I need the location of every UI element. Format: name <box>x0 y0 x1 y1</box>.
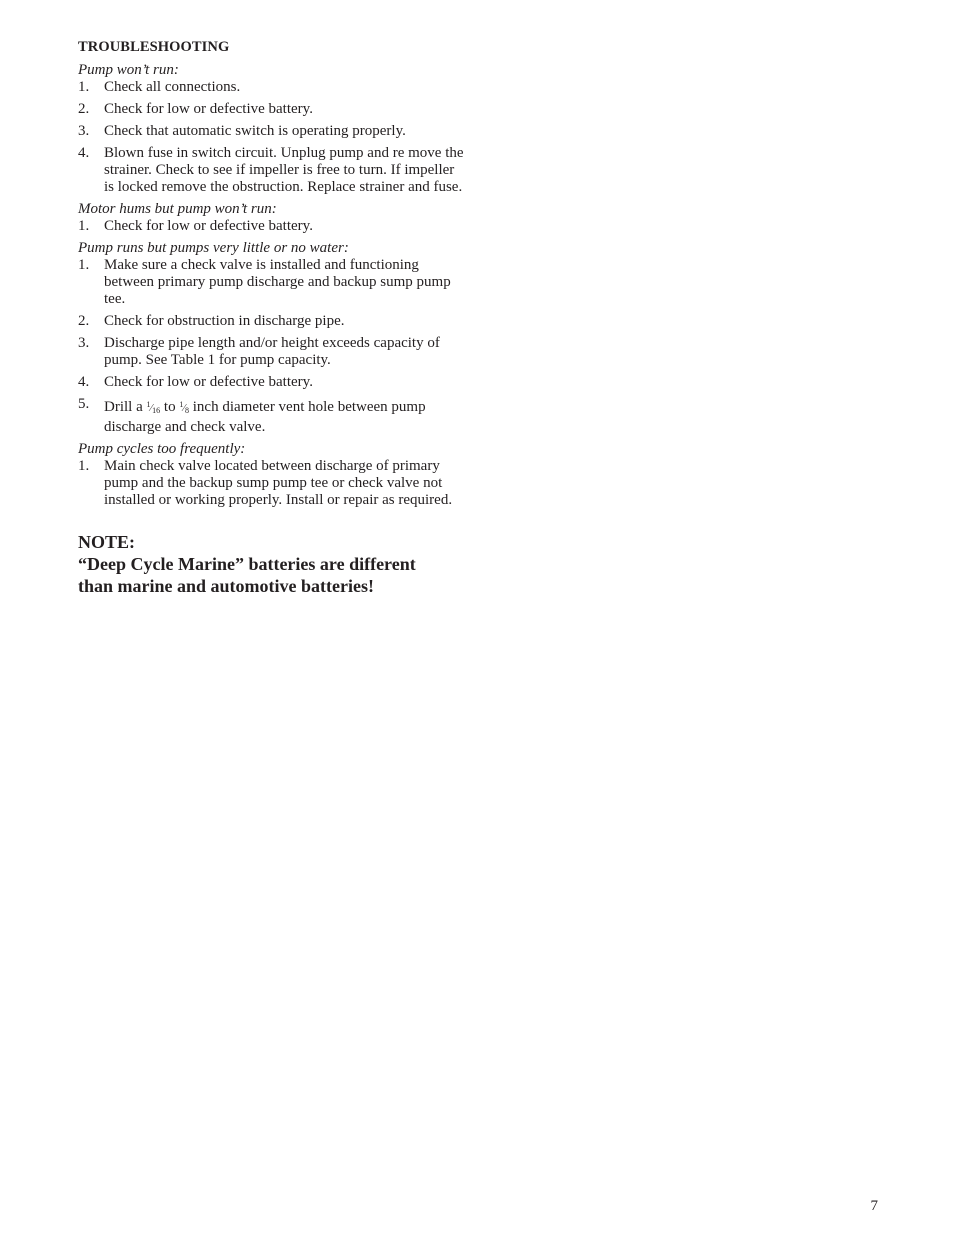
battery-note <box>78 531 468 597</box>
note-line-1: “Deep Cycle Marine” batteries are different <box>78 554 416 574</box>
list-item: 1. Check all connections. <box>78 79 241 95</box>
list-item: 2. Check for obstruction in discharge pipe. <box>78 313 345 329</box>
list-item: 3. Check that automatic switch is operating properly. <box>78 123 406 139</box>
list-item: 4. Check for low or defective battery. <box>78 374 313 390</box>
list-item: 1. Main check valve located between discharge of primary pump and the backup sump pump tee or check valve not installed or working properly. Install or repair as required. <box>78 458 453 508</box>
page-number: 7 <box>870 1198 878 1214</box>
list-item: 3. Discharge pipe length and/or height exceeds capacity of pump. See Table 1 for pump capacity. <box>78 335 440 368</box>
steps-motor-hums <box>78 218 468 235</box>
fraction-one-sixteenth: $^1⁄_{16}$ <box>146 400 161 415</box>
steps-cycles-frequently <box>78 458 468 509</box>
steps-pumps-little-water <box>78 257 468 436</box>
subhead-cycles-frequently: Pump cycles too frequently: <box>78 441 246 457</box>
section-title: TROUBLESHOOTING <box>78 39 230 55</box>
subhead-pumps-little-water: Pump runs but pumps very little or no water: <box>78 240 349 256</box>
subhead-motor-hums: Motor hums but pump won’t run: <box>78 201 277 217</box>
list-item: 4. Blown fuse in switch circuit. Unplug pump and re move the strainer. Check to see if impeller is free to turn. If impeller is locked remove the obstruction. Replace strainer and fuse. <box>78 145 464 195</box>
steps-pump-wont-run <box>78 79 468 196</box>
fraction-one-eighth: $^1⁄_8$ <box>179 400 190 415</box>
subhead-pump-wont-run: Pump won’t run: <box>78 62 179 78</box>
list-item: 1. Check for low or defective battery. <box>78 218 313 234</box>
list-item: 1. Make sure a check valve is installed and functioning between primary pump discharge and backup sump pump tee. <box>78 257 451 307</box>
list-item: 2. Check for low or defective battery. <box>78 101 313 117</box>
note-line-2: than marine and automotive batteries! <box>78 576 374 596</box>
note-label: NOTE: <box>78 532 136 552</box>
list-item: 5. Drill a $^1⁄_{16}$ to $^1⁄_8$ inch diameter vent hole between pump discharge and check valve. <box>78 396 426 435</box>
troubleshooting-column <box>78 38 468 597</box>
